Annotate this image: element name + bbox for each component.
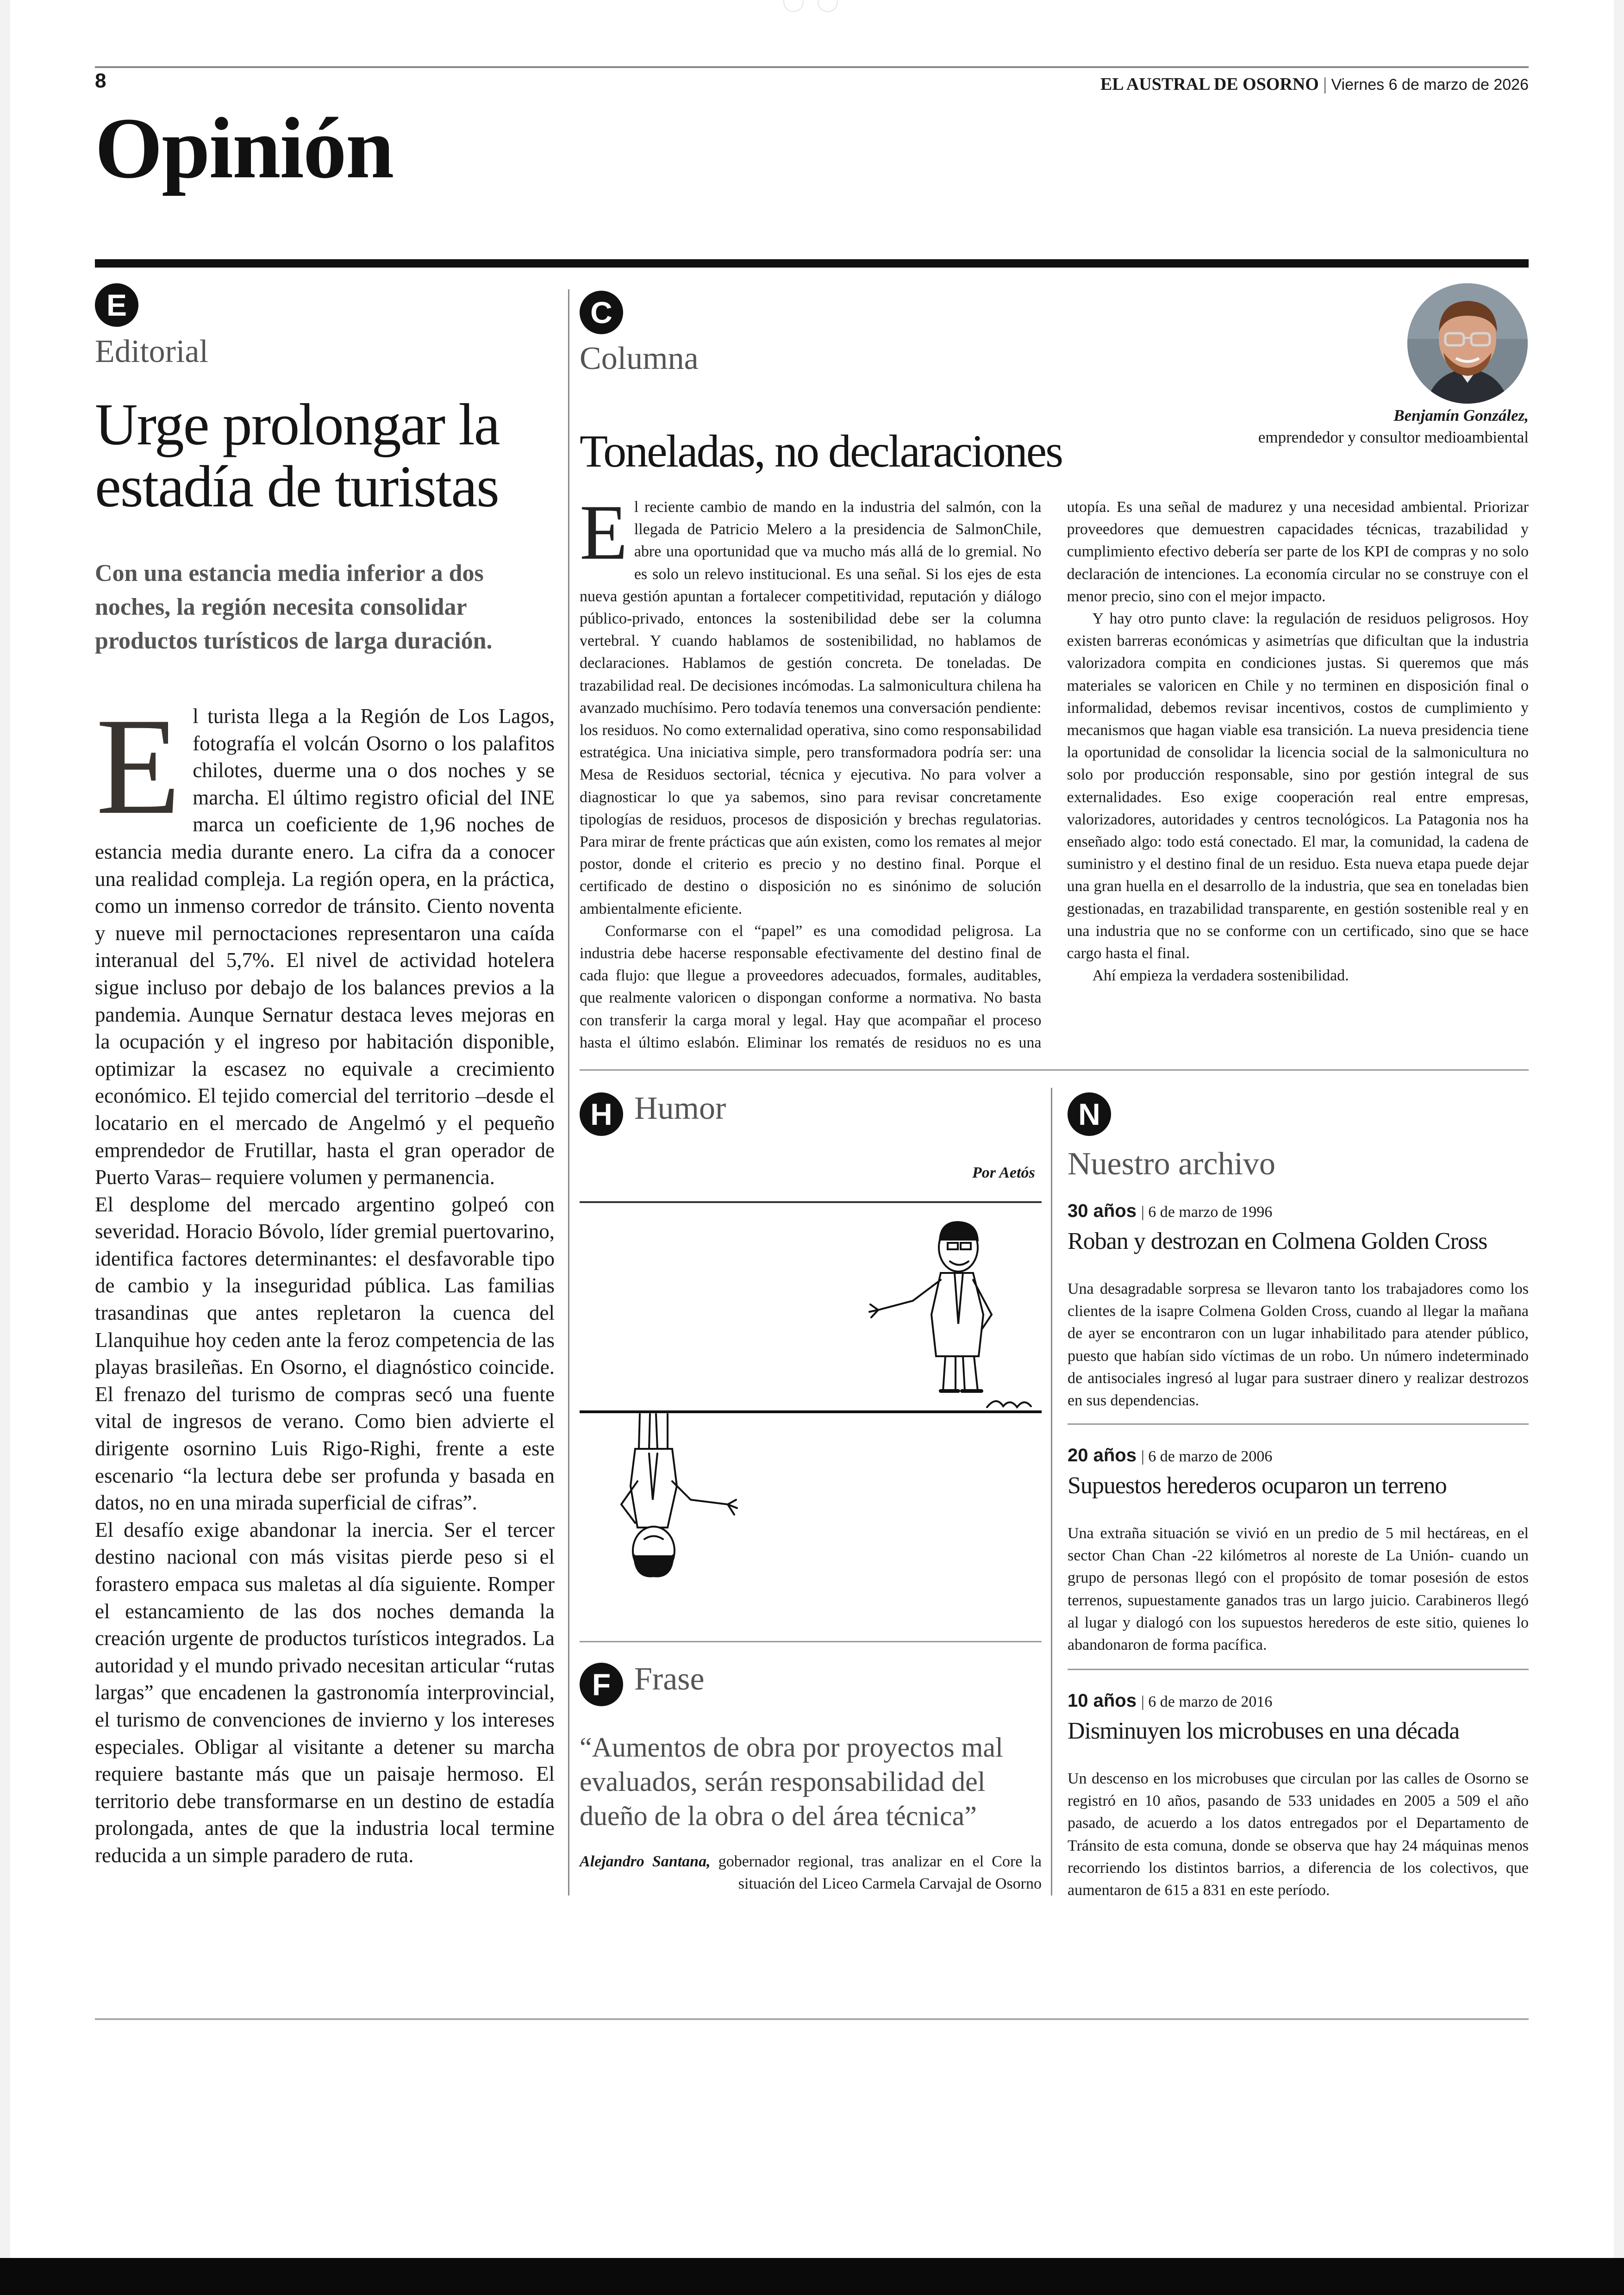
editorial-title-line-1: Urge prolongar la [95, 392, 500, 457]
column-divider-1 [568, 289, 569, 1896]
frase-label: Frase [634, 1661, 705, 1697]
humor-top-rule [580, 1201, 1042, 1203]
archive-headline: Roban y destrozan en Colmena Golden Cross [1068, 1228, 1487, 1254]
editorial-paragraph: l turista llega a la Región de Los Lagos, fotografía el volcán Osorno o los palafitos chilotes, duerme una o dos noches y se marcha. El último registro oficial del INE marca un coeficiente de 1,96 noches de estancia media durante enero. La cifra da a conocer una realidad compleja. La región opera, en la práctica, como un inmenso corredor de tránsito. Ciento noventa y nueve mil pernoctaciones representaron una caída interanual del 5,7%. El nivel de actividad hotelera sigue incluso por debajo de los balances previos a la pandemia. Aunque Sernatur destaca leves mejoras en la ocupación y el ingreso por habitación disponible, optimizar la escasez no equivale a crecimiento económico. El tejido comercial del territorio –desde el locatario en el mercado de Angelmó y el pequeño emprendedor de Frutillar, hasta el gran operador de Puerto Varas– requiere volumen y permanencia. [95, 705, 555, 1189]
cartoon [580, 1204, 1042, 1643]
editorial-label: Editorial [95, 334, 208, 369]
masthead-date [1100, 74, 1529, 94]
column-title: Toneladas, no declaraciones [580, 425, 1062, 477]
frase-badge: F [580, 1663, 623, 1706]
column-body [580, 489, 1529, 1059]
editorial-body [95, 689, 555, 1869]
archive-date: | 6 de marzo de 2006 [1141, 1448, 1273, 1465]
humor-label: Humor [634, 1091, 726, 1126]
archive-entry-meta [1068, 1443, 1529, 1469]
column-paragraph: Y hay otro punto clave: la regulación de residuos peligrosos. Hoy existen barreras económicas y asimetrías que dificultan que la industria valorizadora compita en condiciones justas. Si queremos que más materiales se valoricen en Chile y no terminen en disposición final o informalidad, debemos revisar incentivos, costos de cumplimiento y mecanismos que hagan viable esa transición. La nueva presidencia tiene la oportunidad de consolidar la licencia social de la salmonicultura no solo por producción responsable, sino por gestión integral de sus externalidades. Eso exige cooperación real entre empresas, valorizadores, autoridades y centros tecnológicos. La Patagonia nos ha enseñado algo: todo está conectado. El mar, la comunidad, la cadena de suministro y el destino final de un residuo. Esta nueva etapa puede dejar una gran huella en el desarrollo de la industria, que sea en toneladas bien gestionadas, en trazabilidad transparente, en gestión sostenible real y en una industria que no se conforme con un certificado, sino que se hace cargo hasta el final. [1067, 610, 1529, 962]
editorial-lead: Con una estancia media inferior a dos noches, la región necesita consolidar productos turísticos de larga duración. [95, 560, 493, 654]
top-rule [95, 66, 1529, 68]
archive-text: Una desagradable sorpresa se llevaron tanto los trabajadores como los clientes de la isapre Colmena Golden Cross, cuando al llegar la mañana de ayer se encontraron con un lugar inhabilitado para atender público, puesto que habían sido víctimas de un robo. Un número indeterminado de antisociales ingresó al lugar para sustraer dinero y realizar destrozos en sus dependencias. [1068, 1280, 1529, 1409]
column-label: Columna [580, 341, 699, 376]
archive-divider [1068, 1423, 1529, 1425]
archive-divider [1068, 1669, 1529, 1670]
archive-date: | 6 de marzo de 1996 [1141, 1204, 1273, 1221]
humor-bottom-rule [580, 1641, 1042, 1642]
column-paragraph: l reciente cambio de mando en la industria del salmón, con la llegada de Patricio Melero a la presidencia de SalmonChile, abre una oportunidad que va mucho más allá de lo gremial. No es solo un relevo institucional. Es una señal. Si los ejes de esta nueva gestión apuntan a fortalecer competitividad, reputación y diálogo público-privado, entonces la sostenibilidad debe ser la columna vertebral. Y cuando hablamos de sostenibilidad, no hablamos de declaraciones. Hablamos de gestión concreta. De toneladas. De trazabilidad real. De decisiones incómodas. La salmonicultura chilena ha avanzado muchísimo. Pero todavía tenemos una conversación pendiente: los residuos. No como externalidad operativa, sino como responsabilidad estratégica. Una iniciativa simple, pero transformadora podría ser: una Mesa de Residuos sectorial, técnica y ejecutiva. No para volver a diagnosticar lo que ya sabemos, sino para revisar concretamente tipologías de residuos, procesos de disposición y brechas regulatorias. Para mirar de frente prácticas que aún existen, como los remates al mejor postor, donde el criterio es precio y no destino final. Porque el certificado de destino o disposición no es sinónimo de solución ambientalmente eficiente. [580, 499, 1042, 917]
frase-author-detail: gobernador regional, tras analizar en el Core la situación del Liceo Carmela Carvajal de Osorno [718, 1853, 1042, 1892]
archive-entry [1068, 1199, 1529, 1412]
column-author-name: Benjamín González, [1393, 406, 1529, 424]
section-thick-rule [95, 259, 1529, 268]
frase-quote: “Aumentos de obra por proyectos mal evaluados, serán responsabilidad del dueño de la obra o del área técnica” [580, 1732, 1003, 1831]
column-author-role: emprendedor y consultor medioambiental [1258, 428, 1529, 446]
column-paragraph: Ahí empieza la verdadera sostenibilidad. [1092, 967, 1349, 985]
column-paragraph: Conformarse con el “papel” es una comodidad peligrosa. La industria debe hacerse responsable efectivamente del destino final de cada flujo: que llegue a proveedores adecuados, formales, auditables, que realmente valoricen o dispongan conforme a normativa. No basta con transferir la carga moral y legal. Hay que acompañar el proceso hasta el último eslabón. Eliminar los rematés de residuos no es una utopía. Es una señal de madurez y una necesidad ambiental. Priorizar proveedores que demuestren capacidades técnicas, trazabilidad y cumplimiento efectivo debería ser parte de los KPI de compras y no solo declaración de intenciones. La economía circular no se construye con el menor precio, sino con el mejor impacto. [580, 499, 1529, 1051]
archive-years: 20 años [1068, 1445, 1137, 1466]
archive-years: 10 años [1068, 1690, 1137, 1711]
page-number: 8 [95, 69, 106, 92]
archive-entry-meta [1068, 1689, 1529, 1714]
editorial-title [95, 393, 562, 518]
author-photo [1407, 283, 1528, 404]
editorial-paragraph: El desplome del mercado argentino golpeó con severidad. Horacio Bóvolo, líder gremial puertovarino, identifica factores determinantes: el desfavorable tipo de cambio y la inseguridad pública. Las familias trasandinas que antes repletaron la cuenca del Llanquihue hoy ceden ante la feroz competencia de las playas brasileñas. En Osorno, el diagnóstico coincide. El frenazo del turismo de compras secó una fuente vital de ingresos de verano. Como bien advierte el dirigente osornino Luis Rigo-Righi, frente a este escenario “la lectura debe ser profunda y basada en datos, no en una mirada superficial de cifras”. [95, 1192, 555, 1515]
archive-text: Un descenso en los microbuses que circulan por las calles de Osorno se registró en 10 años, pasando de 533 unidades en 2005 a 509 el año pasado, de acuerdo a los datos entregados por el Departamento de Tránsito de esta comuna, donde se observa que hay 24 máquinas menos recorriendo los distintos barrios, a diferencia de los colectivos, que aumentaron de 615 a 831 en este período. [1068, 1770, 1529, 1899]
archive-label: Nuestro archivo [1068, 1146, 1276, 1182]
archive-entry [1068, 1689, 1529, 1902]
editorial-dropcap: E [96, 689, 181, 843]
archive-headline: Disminuyen los microbuses en una década [1068, 1718, 1460, 1744]
archive-text: Una extraña situación se vivió en un predio de 5 mil hectáreas, en el sector Chan Chan -22 kilómetros al noreste de La Unión- cuando un grupo de personas llegó con el propósito de tomar posesión de estos terrenos, supuestamente ganados tras un largo juicio. Carabineros llegó al lugar y dialogó con los supuestos herederos de este sitio, quienes lo abandonaron de forma pacífica. [1068, 1525, 1529, 1654]
issue-date: Viernes 6 de marzo de 2026 [1331, 76, 1529, 94]
archive-date: | 6 de marzo de 2016 [1141, 1693, 1273, 1710]
column-dropcap: E [580, 489, 628, 576]
column-badge: C [580, 291, 623, 334]
archive-headline: Supuestos herederos ocuparon un terreno [1068, 1472, 1447, 1499]
humor-credit: Por Aetós [972, 1164, 1035, 1181]
archive-entry [1068, 1443, 1529, 1656]
page-indicator [781, 0, 845, 14]
editorial-title-line-2: estadía de turistas [95, 454, 499, 519]
footer-rule [95, 2018, 1529, 2020]
newspaper-name: EL AUSTRAL DE OSORNO [1100, 75, 1319, 94]
frase-author: Alejandro Santana, [580, 1853, 711, 1870]
frase-attribution [580, 1851, 1042, 1895]
archive-years: 30 años [1068, 1201, 1137, 1221]
column-divider-2 [1051, 1088, 1052, 1896]
archive-badge: N [1068, 1092, 1111, 1136]
editorial-badge: E [95, 283, 138, 327]
column-bottom-rule [580, 1069, 1529, 1071]
bottom-bar [0, 2258, 1624, 2295]
humor-badge: H [580, 1092, 623, 1136]
editorial-paragraph: El desafío exige abandonar la inercia. Ser el tercer destino nacional con más visitas pierde peso si el forastero empaca sus maletas al día siguiente. Romper el estancamiento de las dos noches demanda la creación urgente de productos turísticos integrados. La autoridad y el mundo privado necesitan articular “rutas largas” que encadenen la gastronomía interprovincial, el turismo de convenciones de invierno y los intereses especiales. Obligar al visitante a detener su marcha requiere bastante más que un paisaje hermoso. El territorio debe transformarse en un destino de estadía prolongada, antes de que la industria local termine reducida a un simple paradero de ruta. [95, 1518, 555, 1867]
date-separator: | [1323, 75, 1331, 94]
archive-entry-meta [1068, 1199, 1529, 1224]
section-title: Opinión [95, 100, 394, 196]
